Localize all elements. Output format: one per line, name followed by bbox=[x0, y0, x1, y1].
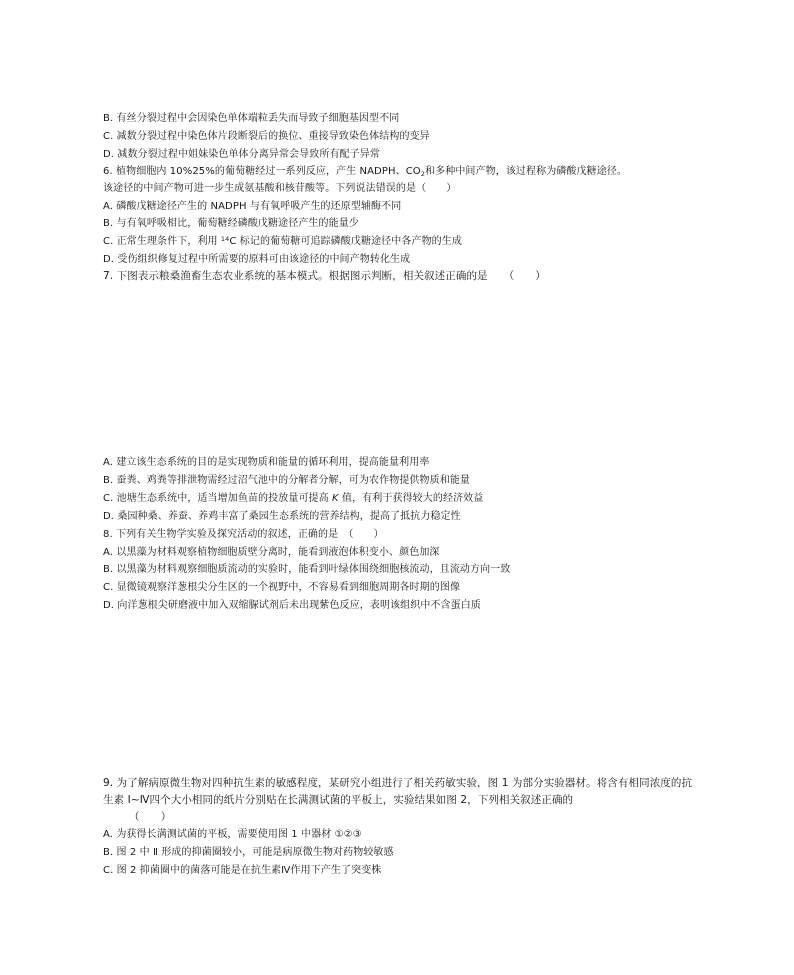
q7-option-a: A. 建立该生态系统的目的是实现物质和能量的循环利用，提高能量利用率 bbox=[103, 457, 430, 468]
q9-bracket: （ ） bbox=[129, 811, 172, 823]
q8-stem: 8. 下列有关生物学实验及探究活动的叙述，正确的是 （ ） bbox=[103, 529, 384, 540]
q7-option-c-a: C. 池塘生态系统中，适当增加鱼苗的投放量可提高 bbox=[103, 493, 333, 504]
q9-stem-text: 9. 为了解病原微生物对四种抗生素的敏感程度，某研究小组进行了相关药敏实验，图 1 为部分实验器材。将含有相同浓度的抗生素 Ⅰ~Ⅳ四个大小相同的纸片分别贴在长满测试菌的平板上，实验结果如图 2，下列相关叙述正确的 bbox=[103, 777, 693, 806]
q8-option-a: A. 以黑藻为材料观察植物细胞质壁分离时，能看到液泡体积变小、颜色加深 bbox=[103, 547, 440, 558]
q6-option-c bbox=[103, 235, 462, 248]
q6-option-c-b: C 标记的葡萄糖可追踪磷酸戊糖途径中各产物的生成 bbox=[229, 236, 462, 247]
q7-figure-area bbox=[103, 290, 693, 450]
q8-option-b: B. 以黑藻为材料观察细胞质流动的实验时，能看到叶绿体围绕细胞核流动，且流动方向一致 bbox=[103, 564, 511, 575]
q7-option-d: D. 桑园种桑、养蚕、养鸡丰富了桑园生态系统的营养结构，提高了抵抗力稳定性 bbox=[103, 511, 461, 522]
q7-stem: 7. 下图表示粮桑渔畜生态农业系统的基本模式。根据图示判断，相关叙述正确的是 （ ） bbox=[103, 270, 547, 282]
q9-option-c: C. 图 2 抑菌圈中的菌落可能是在抗生素Ⅳ作用下产生了突变株 bbox=[103, 865, 382, 876]
q5-option-d: D. 减数分裂过程中姐妹染色单体分离异常会导致所有配子异常 bbox=[103, 149, 380, 160]
q6-option-a: A. 磷酸戊糖途径产生的 NADPH 与有氧呼吸产生的还原型辅酶不同 bbox=[103, 201, 402, 212]
q6-option-c-superscript: 14 bbox=[220, 235, 230, 243]
q7-option-b: B. 蚕粪、鸡粪等排泄物需经过沼气池中的分解者分解，可为农作物提供物质和能量 bbox=[103, 475, 471, 486]
q8-option-d: D. 向洋葱根尖研磨液中加入双缩脲试剂后未出现紫色反应，表明该组织中不含蛋白质 bbox=[103, 600, 481, 611]
q9-option-b: B. 图 2 中 Ⅱ 形成的抑菌圈较小，可能是病原微生物对药物较敏感 bbox=[103, 847, 394, 858]
q6-stem-line1 bbox=[103, 165, 627, 179]
q6-stem-line2: 该途径的中间产物可进一步生成氨基酸和核苷酸等。下列说法错误的是（ ） bbox=[103, 183, 457, 194]
q8-blank-area bbox=[103, 620, 693, 770]
q7-option-c bbox=[103, 492, 483, 505]
q5-option-c: C. 减数分裂过程中染色体片段断裂后的换位、重接导致染色体结构的变异 bbox=[103, 131, 430, 142]
q6-option-c-a: C. 正常生理条件下，利用 bbox=[103, 236, 221, 247]
q7-option-c-b: 值，有利于获得较大的经济效益 bbox=[338, 493, 484, 504]
q5-option-b: B. 有丝分裂过程中会因染色单体端粒丢失而导致子细胞基因型不同 bbox=[103, 113, 400, 124]
q7-option-c-k: K bbox=[332, 493, 339, 504]
q6-option-b: B. 与有氧呼吸相比，葡萄糖经磷酸戊糖途径产生的能量少 bbox=[103, 218, 359, 229]
q9-option-a: A. 为获得长满测试菌的平板，需要使用图 1 中器材 ①②③ bbox=[103, 829, 362, 840]
q6-stem-line1-a: 6. 植物细胞内 10%25%的葡萄糖经过一系列反应，产生 NADPH、CO bbox=[103, 166, 421, 177]
q6-stem-line1-b: 和多种中间产物，该过程称为磷酸戊糖途径。 bbox=[425, 166, 628, 177]
q9-stem bbox=[103, 775, 695, 826]
q8-option-c: C. 显微镜观察洋葱根尖分生区的一个视野中，不容易看到细胞周期各时期的图像 bbox=[103, 582, 461, 593]
q6-stem-subscript: 2 bbox=[420, 170, 426, 178]
q6-option-d: D. 受伤组织修复过程中所需要的原料可由该途径的中间产物转化生成 bbox=[103, 254, 411, 265]
